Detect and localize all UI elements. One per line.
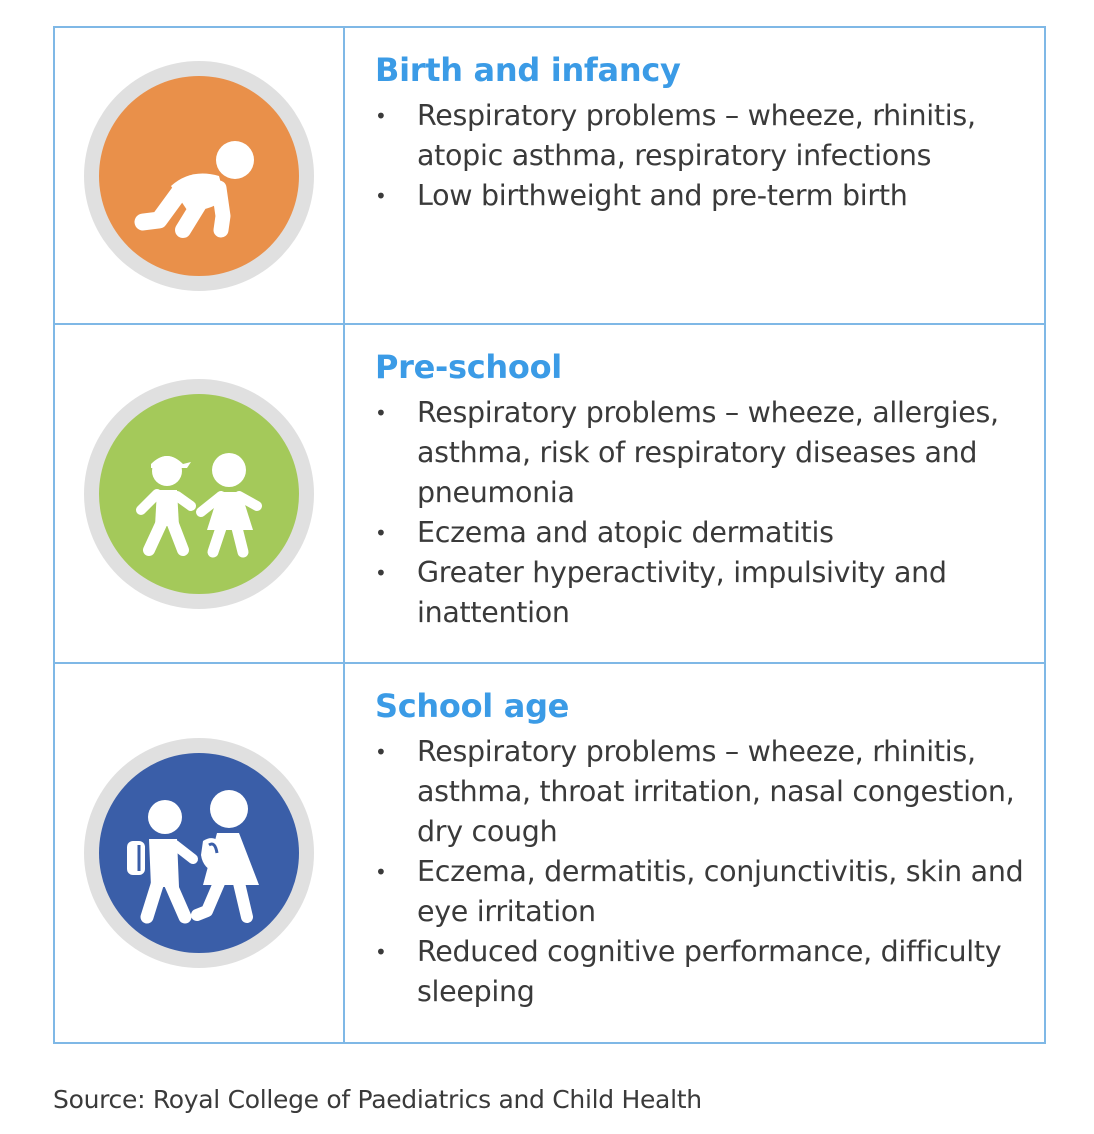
source-note: Source: Royal College of Paediatrics and Child Health — [53, 1085, 702, 1114]
section-heading: Pre-school — [375, 348, 562, 386]
list-item — [375, 96, 1024, 176]
bullet-text: Respiratory problems – wheeze, allergies, asthma, risk of respiratory diseases and pneumonia — [417, 396, 999, 509]
text-cell — [345, 28, 1044, 323]
bullet-text: Reduced cognitive performance, difficulty sleeping — [417, 935, 1002, 1008]
list-item — [375, 553, 1024, 633]
list-item — [375, 513, 1024, 553]
table-row-birth-and-infancy — [55, 28, 1044, 325]
icon-cell — [55, 325, 345, 662]
text-cell — [345, 664, 1044, 1042]
bullet-text: Respiratory problems – wheeze, rhinitis, asthma, throat irritation, nasal congestion, dry cough — [417, 735, 1015, 848]
list-item — [375, 732, 1024, 852]
bullet-list — [375, 96, 1024, 216]
bullet-text: Respiratory problems – wheeze, rhinitis, atopic asthma, respiratory infections — [417, 99, 976, 172]
bullet-dot: • — [375, 561, 387, 585]
bullet-text: Greater hyperactivity, impulsivity and inattention — [417, 556, 947, 629]
health-effects-table — [53, 26, 1046, 1044]
list-item — [375, 393, 1024, 513]
icon-cell — [55, 28, 345, 323]
bullet-list — [375, 393, 1024, 633]
bullet-dot: • — [375, 860, 387, 884]
table-row-pre-school — [55, 325, 1044, 664]
list-item — [375, 932, 1024, 1012]
bullet-dot: • — [375, 940, 387, 964]
section-heading: School age — [375, 687, 570, 725]
bullet-dot: • — [375, 401, 387, 425]
bullet-text: Eczema and atopic dermatitis — [417, 516, 834, 549]
bullet-text: Low birthweight and pre-term birth — [417, 179, 908, 212]
list-item — [375, 176, 1024, 216]
crawling-baby-icon — [83, 60, 315, 292]
bullet-dot: • — [375, 104, 387, 128]
text-cell — [345, 325, 1044, 662]
section-heading: Birth and infancy — [375, 51, 681, 89]
bullet-dot: • — [375, 521, 387, 545]
table-row-school-age — [55, 664, 1044, 1042]
icon-cell — [55, 664, 345, 1042]
bullet-dot: • — [375, 184, 387, 208]
bullet-text: Eczema, dermatitis, conjunctivitis, skin and eye irritation — [417, 855, 1024, 928]
running-children-icon — [83, 378, 315, 610]
bullet-list — [375, 732, 1024, 1012]
bullet-dot: • — [375, 740, 387, 764]
list-item — [375, 852, 1024, 932]
school-children-icon — [83, 737, 315, 969]
